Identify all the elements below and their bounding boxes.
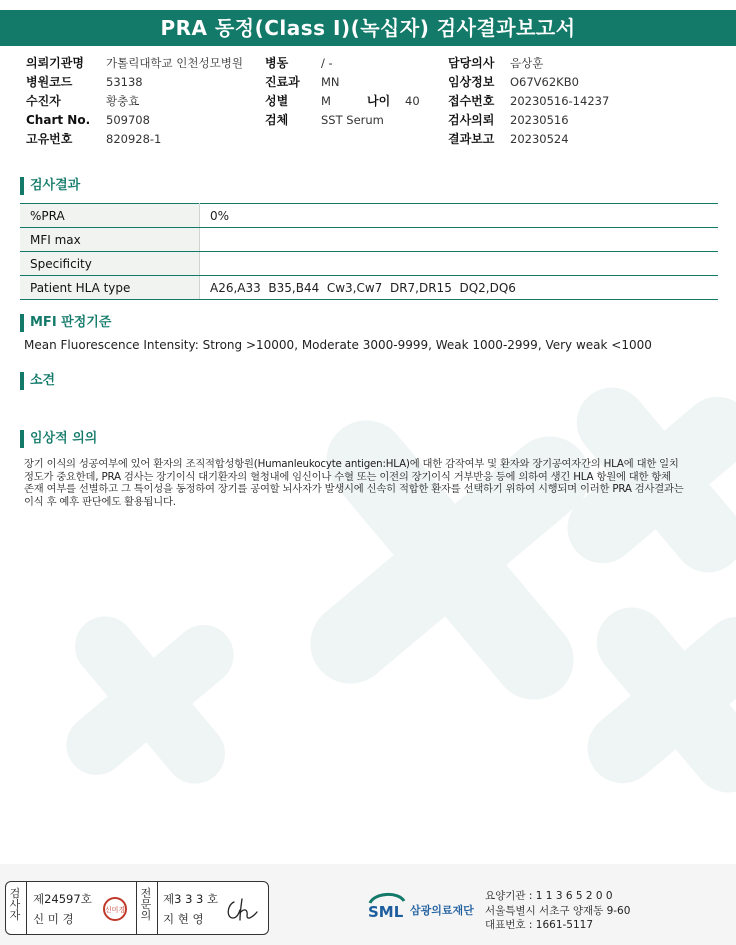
result-value: A26,A33 B35,B44 Cw3,Cw7 DR7,DR15 DQ2,DQ6: [200, 276, 719, 300]
approver-license: 제3 3 3 호: [163, 892, 219, 906]
info-column-3: [448, 54, 609, 149]
info-value: / -: [321, 56, 333, 70]
institution-code: 요양기관 : 1 1 3 6 5 2 0 0: [485, 890, 613, 902]
clinical-line: 존재 여부를 선별하고 그 특이성을 동정하여 장기를 공여할 뇌사자가 발생시에 신속히 적합한 환자를 선택하기 위하여 시행되며 이러한 PRA 검사결과는: [24, 483, 684, 495]
clinical-line: 장기 이식의 성공여부에 있어 환자의 조직적합성항원(Humanleukocyte antigen:HLA)에 대한 감작여부 및 환자와 장기공여자간의 HLA에 대한 일치: [24, 458, 679, 470]
clinical-line: 이식 후 예후 판단에도 활용됩니다.: [24, 495, 176, 508]
sml-logo-icon: [366, 889, 408, 927]
results-table: [20, 203, 718, 300]
approver-vertical-label: [140, 888, 152, 921]
table-row: [20, 204, 718, 228]
info-value: O67V62KB0: [510, 75, 579, 89]
table-row: [20, 252, 718, 276]
approver-vertical-text: 전문의: [140, 887, 152, 922]
info-label: 성별: [265, 94, 289, 108]
info-label: 임상정보: [448, 75, 495, 89]
clinical-significance-text: [24, 458, 724, 508]
table-row: [20, 228, 718, 252]
info-label: 병동: [265, 56, 289, 70]
info-label: 진료과: [265, 75, 300, 89]
info-label: 담당의사: [448, 56, 495, 70]
info-value: 20230516-14237: [510, 94, 610, 108]
approver-name: 지 현 영: [163, 912, 204, 926]
section-title-results: 검사결과: [20, 177, 80, 195]
divider: [136, 882, 137, 934]
info-value: 20230524: [510, 132, 569, 146]
result-value: 0%: [200, 204, 719, 228]
info-value: 509708: [106, 113, 150, 127]
report-title: PRA 동정(Class I)(녹십자) 검사결과보고서: [0, 10, 736, 46]
result-label: Specificity: [20, 252, 200, 276]
info-value: SST Serum: [321, 113, 384, 127]
info-label: 결과보고: [448, 132, 495, 146]
info-row-clinical-info: [448, 73, 609, 92]
examiner-license: 제24597호: [33, 892, 92, 906]
info-value: MN: [321, 75, 340, 89]
examiner-vertical-label: [9, 888, 21, 921]
table-row: [20, 276, 718, 300]
info-value: 53138: [106, 75, 143, 89]
info-row-report-date: [448, 130, 609, 149]
divider: [157, 882, 158, 934]
info-row-department: [265, 73, 420, 92]
result-value: [200, 252, 719, 276]
divider: [26, 882, 27, 934]
result-label: %PRA: [20, 204, 200, 228]
examiner-name: 신 미 경: [33, 912, 74, 926]
institution-phone: 대표번호 : 1661-5117: [485, 919, 594, 931]
info-row-specimen: [265, 111, 420, 130]
info-value: 가톨릭대학교 인천성모병원: [106, 56, 243, 70]
info-value: 음상훈: [510, 56, 544, 70]
mfi-criteria-text: Mean Fluorescence Intensity: Strong >10000, Moderate 3000-9999, Weak 1000-2999, Very weak <1000: [24, 338, 652, 352]
info-label: 병원코드: [26, 75, 73, 89]
info-row-requesting-institution: [26, 54, 243, 73]
info-row-request-date: [448, 111, 609, 130]
info-column-2: [265, 54, 420, 130]
info-label: 의뢰기관명: [26, 56, 84, 70]
svg-text:SML: SML: [368, 903, 404, 921]
info-row-hospital-code: [26, 73, 243, 92]
institution-address: 서울특별시 서초구 양재동 9-60: [485, 904, 631, 917]
info-value: 20230516: [510, 113, 569, 127]
result-label: MFI max: [20, 228, 200, 252]
info-label: Chart No.: [26, 113, 91, 127]
institution-address-block: [485, 889, 630, 933]
info-value: M: [321, 94, 331, 108]
info-row-accession-no: [448, 92, 609, 111]
info-label: 수진자: [26, 94, 61, 108]
section-title-clinical: 임상적 의의: [20, 430, 97, 448]
info-label-age: 나이: [367, 94, 391, 108]
info-row-doctor: [448, 54, 609, 73]
info-value: 820928-1: [106, 132, 162, 146]
result-label: Patient HLA type: [20, 276, 200, 300]
section-title-mfi: MFI 판정기준: [20, 314, 111, 332]
clinical-line: 정도가 중요한데, PRA 검사는 장기이식 대기환자의 혈청내에 임신이나 수혈 또는 이전의 장기이식 거부반응 등에 의하여 생긴 HLA 항원에 대한 항체: [24, 470, 671, 483]
org-name: 삼광의료재단: [410, 904, 474, 917]
info-value-age: 40: [405, 94, 420, 108]
signature-box: [5, 881, 269, 935]
info-value: 황충효: [106, 94, 140, 108]
info-row-patient-name: [26, 92, 243, 111]
info-row-sex-age: [265, 92, 420, 111]
svg-text:신미경: 신미경: [104, 906, 126, 914]
info-label: 검사의뢰: [448, 113, 495, 127]
result-value: [200, 228, 719, 252]
examiner-vertical-text: 검사자: [9, 887, 21, 922]
info-row-unique-id: [26, 130, 243, 149]
handwritten-signature-icon: [224, 896, 260, 924]
info-column-1: [26, 54, 243, 149]
section-title-opinion: 소견: [20, 372, 55, 390]
info-label: 검체: [265, 113, 289, 127]
info-row-chart-no: [26, 111, 243, 130]
seal-stamp-icon: [102, 896, 128, 922]
info-label: 고유번호: [26, 132, 73, 146]
info-row-ward: [265, 54, 420, 73]
info-label: 접수번호: [448, 94, 495, 108]
